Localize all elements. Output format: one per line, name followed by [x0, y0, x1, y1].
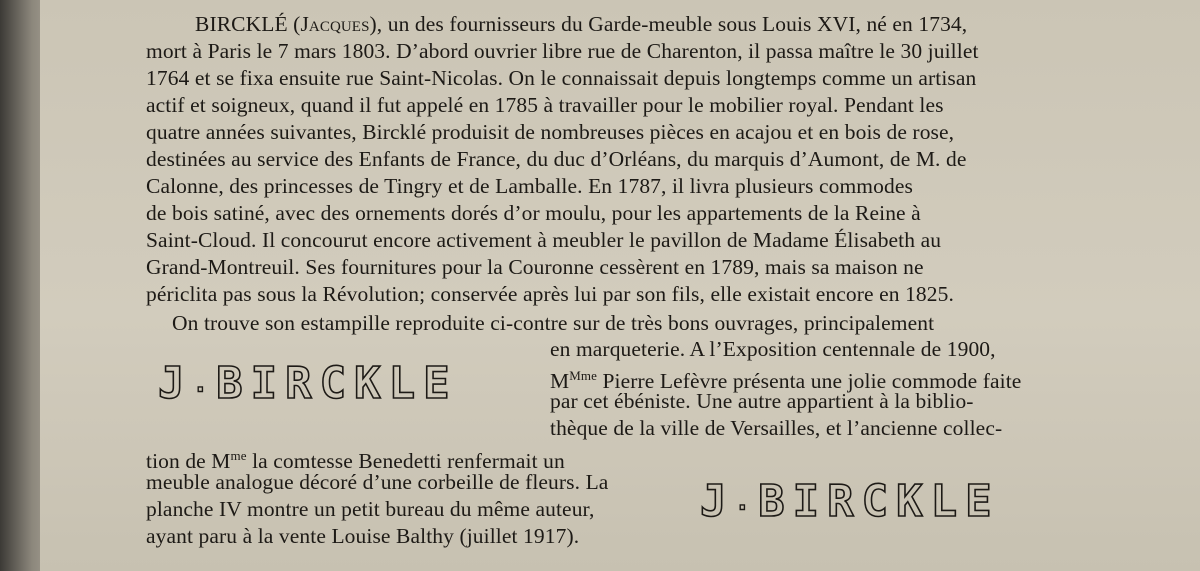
estampille-stamp-2: J·BIRCKLE: [700, 476, 1000, 527]
text-line: Calonne, des princesses de Tingry et de Lamballe. En 1787, il livra plusieurs commodes: [146, 174, 913, 198]
text-line: ayant paru à la vente Louise Balthy (juillet 1917).: [146, 524, 580, 548]
text-line: On trouve son estampille reproduite ci-contre sur de très bons ouvrages, principalement: [172, 311, 935, 335]
text-line: de bois satiné, avec des ornements dorés d’or moulu, pour les appartements de la Reine à: [146, 201, 921, 225]
title-abbrev: $M^{Mme}$: [550, 368, 597, 394]
text-line: 1764 et se fixa ensuite rue Saint-Nicolas. On le connaissait depuis longtemps comme un artisan: [146, 66, 977, 90]
text-line: périclita pas sous la Révolution; conservée après lui par son fils, elle existait encore en 1825.: [146, 282, 954, 306]
text-line: tion de $M^{me}$ la comtesse Benedetti renfermait un: [146, 448, 565, 474]
text-line: planche IV montre un petit bureau du même auteur,: [146, 497, 595, 521]
book-page: [40, 0, 1200, 571]
first-name: Jacques: [300, 12, 370, 36]
entry-headword: BIRCKLÉ: [195, 12, 288, 36]
text-line: par cet ébéniste. Une autre appartient à la biblio-: [550, 389, 974, 413]
text-line: Grand-Montreuil. Ses fournitures pour la Couronne cessèrent en 1789, mais sa maison ne: [146, 255, 924, 279]
text-line: Saint-Cloud. Il concourut encore activement à meubler le pavillon de Madame Élisabeth au: [146, 228, 942, 252]
text-line: $M^{Mme}$ Pierre Lefèvre présenta une jolie commode faite: [550, 368, 1022, 394]
text-line: actif et soigneux, quand il fut appelé en 1785 à travailler pour le mobilier royal. Pendant les: [146, 93, 944, 117]
text-line: mort à Paris le 7 mars 1803. D’abord ouvrier libre rue de Charenton, il passa maître le 30 juillet: [146, 39, 979, 63]
text-line: quatre années suivantes, Bircklé produisit de nombreuses pièces en acajou et en bois de rose,: [146, 120, 955, 144]
text-line: thèque de la ville de Versailles, et l’ancienne collec-: [550, 416, 1003, 440]
text-line: en marqueterie. A l’Exposition centennale de 1900,: [550, 337, 996, 361]
text-line: BIRCKLÉ (Jacques), un des fournisseurs du Garde-meuble sous Louis XVI, né en 1734,: [195, 12, 968, 36]
text-line: meuble analogue décoré d’une corbeille de fleurs. La: [146, 470, 609, 494]
estampille-stamp-1: J·BIRCKLE: [158, 358, 458, 409]
text-line: destinées au service des Enfants de France, du duc d’Orléans, du marquis d’Aumont, de M. de: [146, 147, 967, 171]
